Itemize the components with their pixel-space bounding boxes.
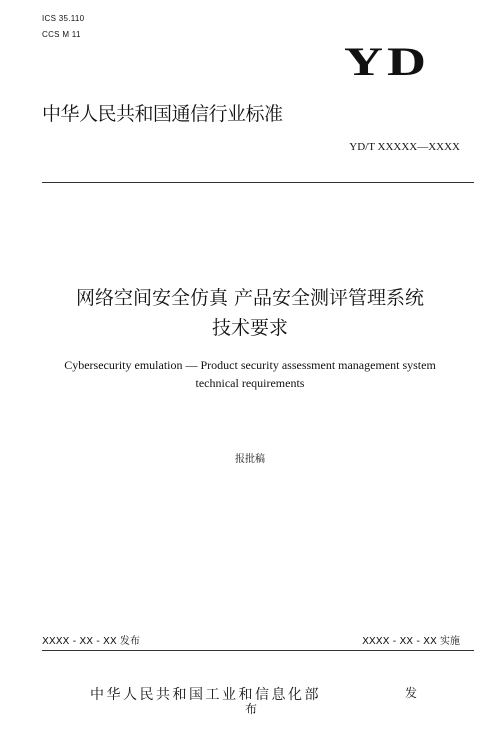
ccs-code: CCS M 11 [42,30,81,39]
document-title-en-line1: Cybersecurity emulation — Product security assessment management system [64,358,436,372]
implement-date: XXXX - XX - XX 实施 [362,636,460,647]
standard-title: 中华人民共和国通信行业标准 [42,103,283,125]
issue-label-fa: 发 [405,686,418,700]
yd-logo: YD [344,39,431,84]
top-divider [42,182,474,183]
document-title-cn-line1: 网络空间安全仿真 产品安全测评管理系统 [75,287,425,309]
document-title-cn-line2: 技术要求 [211,317,288,339]
ics-code: ICS 35.110 [42,14,85,23]
document-title-en [0,356,500,392]
issue-label-bu: 布 [245,702,258,716]
bottom-divider [42,650,474,651]
publish-date: XXXX - XX - XX 发布 [42,636,140,647]
issuer: 中华人民共和国工业和信息化部 [90,687,321,703]
standard-number: YD/T XXXXX—XXXX [349,141,460,153]
document-title-cn [0,283,500,343]
document-status: 报批稿 [235,454,265,465]
document-title-en-line2: technical requirements [195,376,305,390]
